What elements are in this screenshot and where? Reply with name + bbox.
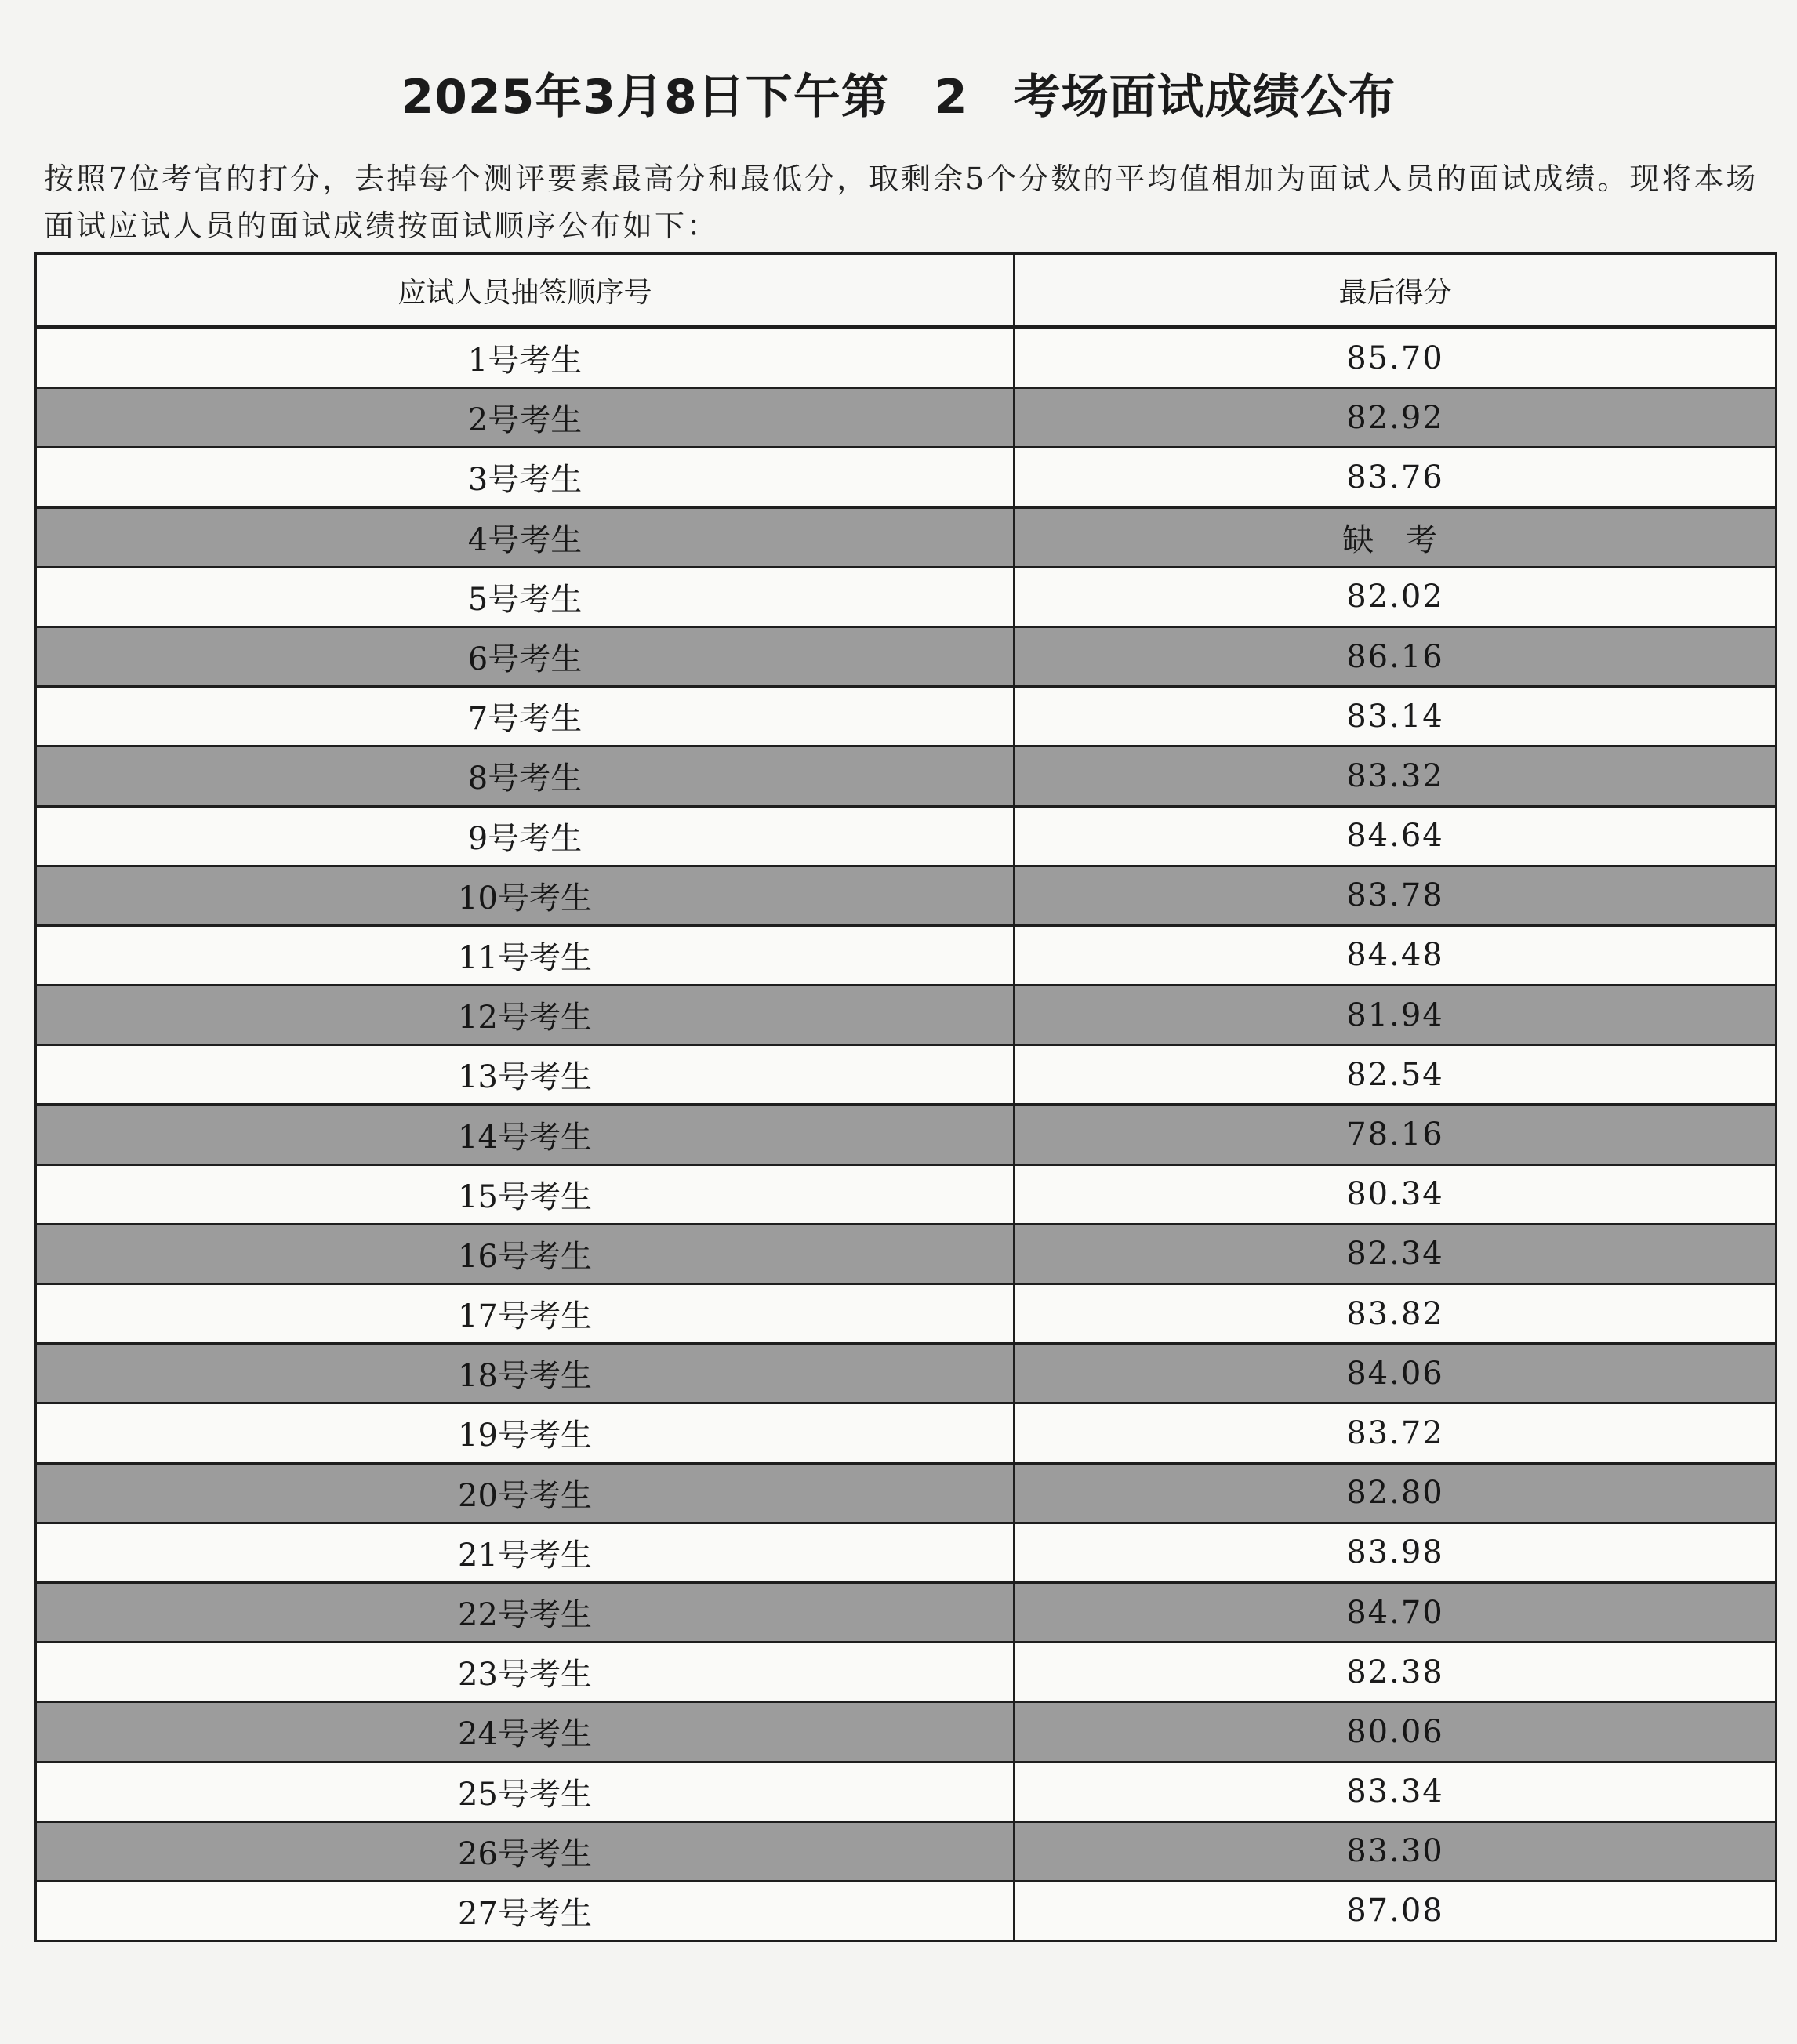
candidate-cell: 14号考生: [36, 1105, 1015, 1164]
score-cell: 85.70: [1015, 328, 1777, 388]
table-row: [36, 626, 1777, 686]
table-row: [36, 1344, 1777, 1403]
candidate-cell: 5号考生: [36, 567, 1015, 626]
table-row: [36, 687, 1777, 746]
table-row: [36, 806, 1777, 866]
candidate-cell: 26号考生: [36, 1821, 1015, 1881]
candidate-cell: 4号考生: [36, 507, 1015, 567]
score-cell: 82.54: [1015, 1045, 1777, 1105]
table-row: [36, 328, 1777, 388]
candidate-cell: 22号考生: [36, 1582, 1015, 1642]
candidate-cell: 21号考生: [36, 1523, 1015, 1582]
table-row: [36, 448, 1777, 507]
table-row: [36, 1702, 1777, 1762]
candidate-cell: 20号考生: [36, 1463, 1015, 1523]
table-row: [36, 1821, 1777, 1881]
candidate-cell: 1号考生: [36, 328, 1015, 388]
candidate-cell: 24号考生: [36, 1702, 1015, 1762]
table-row: [36, 567, 1777, 626]
table-row: [36, 388, 1777, 448]
candidate-cell: 6号考生: [36, 626, 1015, 686]
table-row: [36, 1762, 1777, 1821]
candidate-cell: 9号考生: [36, 806, 1015, 866]
table-row: [36, 1582, 1777, 1642]
score-cell: 83.76: [1015, 448, 1777, 507]
score-cell: 83.14: [1015, 687, 1777, 746]
table-row: [36, 1523, 1777, 1582]
column-header-score: 最后得分: [1015, 254, 1777, 328]
candidate-cell: 13号考生: [36, 1045, 1015, 1105]
table-row: [36, 1105, 1777, 1164]
candidate-cell: 25号考生: [36, 1762, 1015, 1821]
score-cell: 83.78: [1015, 866, 1777, 925]
candidate-cell: 27号考生: [36, 1881, 1015, 1941]
score-cell: 82.80: [1015, 1463, 1777, 1523]
table-row: [36, 1284, 1777, 1344]
candidate-cell: 2号考生: [36, 388, 1015, 448]
score-cell: 82.02: [1015, 567, 1777, 626]
page-title: [0, 64, 1797, 130]
table-row: [36, 925, 1777, 985]
score-cell: 80.06: [1015, 1702, 1777, 1762]
table-row: [36, 1463, 1777, 1523]
table-body: [36, 328, 1777, 1941]
candidate-cell: 10号考生: [36, 866, 1015, 925]
score-cell: 82.38: [1015, 1643, 1777, 1702]
table-row: [36, 1643, 1777, 1702]
table-row: [36, 866, 1777, 925]
score-cell: 84.64: [1015, 806, 1777, 866]
title-suffix: 考场面试成绩公布: [1013, 70, 1396, 125]
score-cell: 缺 考: [1015, 507, 1777, 567]
column-header-candidate: 应试人员抽签顺序号: [36, 254, 1015, 328]
candidate-cell: 18号考生: [36, 1344, 1015, 1403]
candidate-cell: 23号考生: [36, 1643, 1015, 1702]
score-cell: 84.06: [1015, 1344, 1777, 1403]
table-row: [36, 507, 1777, 567]
score-cell: 83.34: [1015, 1762, 1777, 1821]
candidate-cell: 15号考生: [36, 1164, 1015, 1224]
candidate-cell: 19号考生: [36, 1403, 1015, 1463]
table-row: [36, 1164, 1777, 1224]
score-cell: 84.48: [1015, 925, 1777, 985]
candidate-cell: 3号考生: [36, 448, 1015, 507]
candidate-cell: 8号考生: [36, 746, 1015, 806]
title-room-number: 2: [934, 70, 968, 125]
table-row: [36, 1881, 1777, 1941]
score-cell: 87.08: [1015, 1881, 1777, 1941]
candidate-cell: 7号考生: [36, 687, 1015, 746]
score-cell: 83.82: [1015, 1284, 1777, 1344]
score-table: [34, 252, 1777, 1942]
score-cell: 82.92: [1015, 388, 1777, 448]
score-cell: 83.98: [1015, 1523, 1777, 1582]
title-prefix: 2025年3月8日下午第: [401, 70, 889, 125]
table-row: [36, 1045, 1777, 1105]
candidate-cell: 17号考生: [36, 1284, 1015, 1344]
score-cell: 78.16: [1015, 1105, 1777, 1164]
candidate-cell: 16号考生: [36, 1224, 1015, 1283]
score-cell: 81.94: [1015, 986, 1777, 1045]
score-cell: 80.34: [1015, 1164, 1777, 1224]
candidate-cell: 11号考生: [36, 925, 1015, 985]
table-row: [36, 986, 1777, 1045]
score-cell: 83.72: [1015, 1403, 1777, 1463]
score-cell: 82.34: [1015, 1224, 1777, 1283]
score-cell: 83.32: [1015, 746, 1777, 806]
table-row: [36, 1403, 1777, 1463]
table-row: [36, 1224, 1777, 1283]
intro-paragraph: 按照7位考官的打分，去掉每个测评要素最高分和最低分，取剩余5个分数的平均值相加为面试人员的面试成绩。现将本场面试应试人员的面试成绩按面试顺序公布如下：: [44, 162, 1759, 243]
score-cell: 84.70: [1015, 1582, 1777, 1642]
table-header-row: [36, 254, 1777, 328]
table-row: [36, 746, 1777, 806]
score-cell: 86.16: [1015, 626, 1777, 686]
candidate-cell: 12号考生: [36, 986, 1015, 1045]
score-cell: 83.30: [1015, 1821, 1777, 1881]
